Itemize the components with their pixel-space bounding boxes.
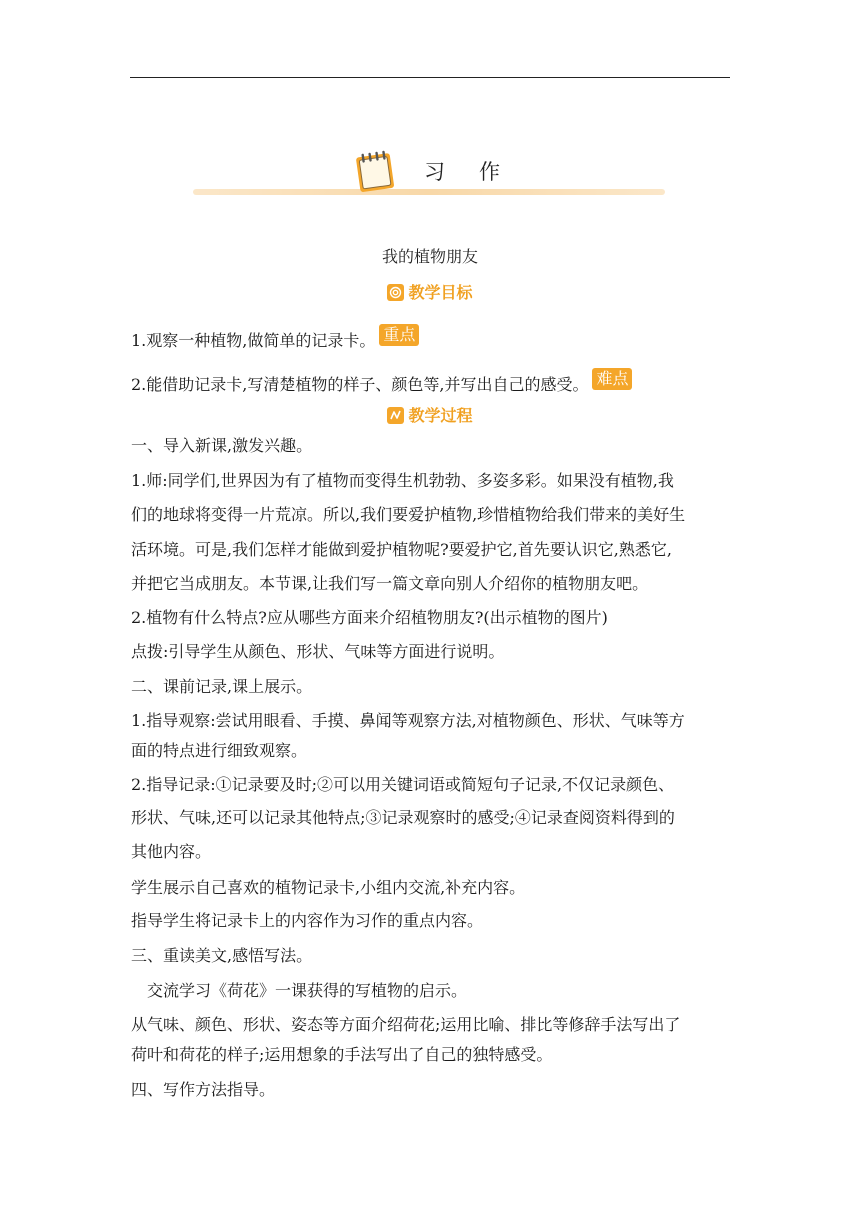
body-line: 一、导入新课,激发兴趣。 — [131, 436, 313, 455]
body-line: 1.指导观察:尝试用眼看、手摸、鼻闻等观察方法,对植物颜色、形状、气味等方 — [131, 711, 685, 730]
body-line: 四、写作方法指导。 — [131, 1080, 276, 1099]
section-goals-label: 教学目标 — [408, 283, 473, 302]
chapter-header — [0, 140, 860, 200]
goal-text: 2.能借助记录卡,写清楚植物的样子、颜色等,并写出自己的感受。 — [131, 375, 589, 394]
body-line: 其他内容。 — [131, 842, 212, 861]
top-rule — [130, 77, 730, 78]
body-line: 指导学生将记录卡上的内容作为习作的重点内容。 — [131, 911, 484, 930]
body-line: 从气味、颜色、形状、姿态等方面介绍荷花;运用比喻、排比等修辞手法写出了 — [131, 1015, 681, 1034]
body-line: 们的地球将变得一片荒凉。所以,我们要爱护植物,珍惜植物给我们带来的美好生 — [131, 505, 686, 524]
section-process-label: 教学过程 — [408, 406, 473, 425]
body-line: 三、重读美文,感悟写法。 — [131, 946, 313, 965]
body-line: 2.指导记录:①记录要及时;②可以用关键词语或简短句子记录,不仅记录颜色、 — [131, 775, 675, 794]
body-line: 点拨:引导学生从颜色、形状、气味等方面进行说明。 — [131, 642, 505, 661]
body-line: 活环境。可是,我们怎样才能做到爱护植物呢?要爱护它,首先要认识它,熟悉它, — [131, 540, 672, 559]
body-line: 2.植物有什么特点?应从哪些方面来介绍植物朋友?(出示植物的图片) — [131, 608, 608, 627]
goal-item — [131, 368, 632, 395]
lesson-title: 我的植物朋友 — [381, 247, 478, 266]
process-icon — [387, 407, 404, 424]
difficult-point-tag: 难点 — [592, 368, 632, 390]
goal-item — [131, 324, 419, 351]
section-process-heading — [0, 403, 860, 426]
body-line: 面的特点进行细致观察。 — [131, 741, 308, 760]
body-line: 形状、气味,还可以记录其他特点;③记录观察时的感受;④记录查阅资料得到的 — [131, 808, 675, 827]
goal-text: 1.观察一种植物,做简单的记录卡。 — [131, 331, 376, 350]
body-line: 二、课前记录,课上展示。 — [131, 677, 313, 696]
body-line: 荷叶和荷花的样子;运用想象的手法写出了自己的独特感受。 — [131, 1045, 553, 1064]
key-point-tag: 重点 — [379, 324, 419, 346]
chapter-title: 习作 — [424, 160, 534, 184]
body-line: 1.师:同学们,世界因为有了植物而变得生机勃勃、多姿多彩。如果没有植物,我 — [131, 471, 674, 490]
target-icon — [387, 284, 404, 301]
header-underline — [193, 189, 665, 195]
notebook-icon — [352, 146, 400, 194]
section-goals-heading — [0, 280, 860, 303]
body-line: 交流学习《荷花》一课获得的写植物的启示。 — [147, 981, 468, 1000]
body-line: 学生展示自己喜欢的植物记录卡,小组内交流,补充内容。 — [131, 878, 526, 897]
body-line: 并把它当成朋友。本节课,让我们写一篇文章向别人介绍你的植物朋友吧。 — [131, 574, 649, 593]
